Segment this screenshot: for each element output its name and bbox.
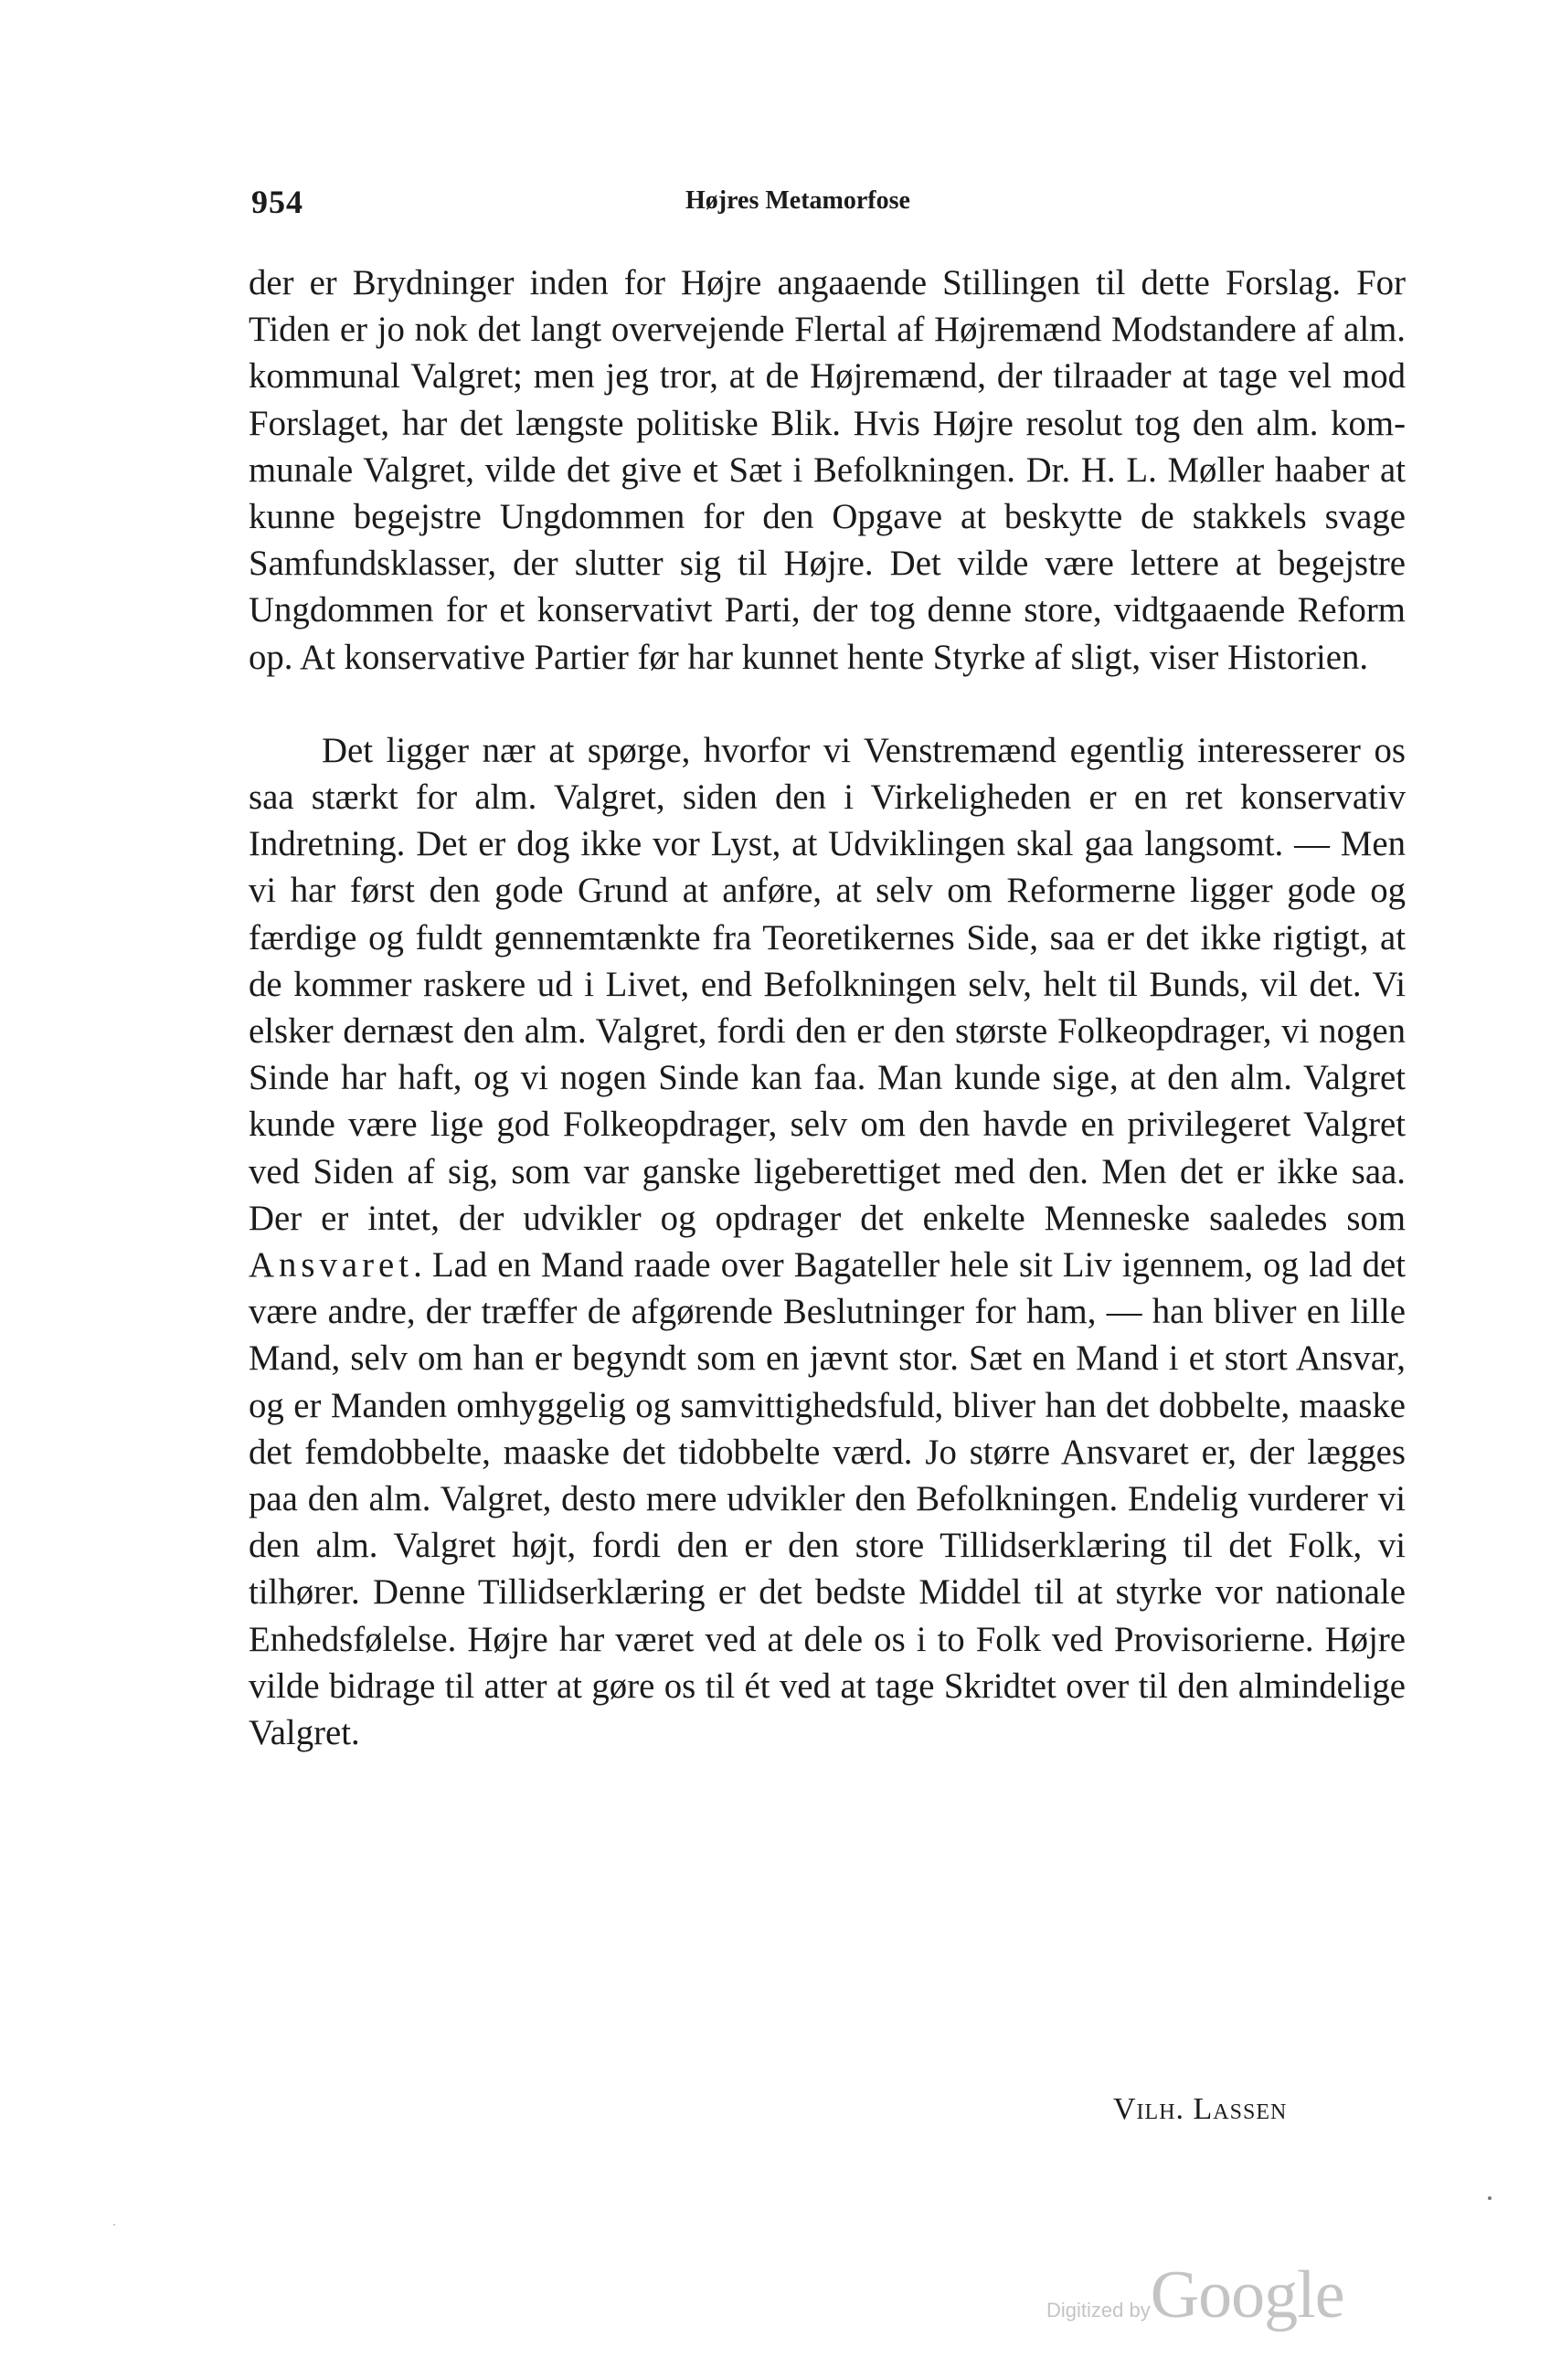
scan-speck bbox=[113, 2224, 115, 2226]
scan-speck bbox=[1488, 2196, 1492, 2200]
emphasized-word: Ansvaret bbox=[249, 1245, 414, 1285]
google-logo: Google bbox=[1150, 2258, 1344, 2332]
paragraph-2-part-1: Det ligger nær at spørge, hvorfor vi Venstremænd egentlig interesserer os saa stærkt for alm. Valgret, siden den i Virkeligheden er en ret konservativ Indretning. Det er dog ikke vor Lyst, at Udviklingen skal gaa langsomt. — Men vi har først den gode Grund at anføre, at selv om Reformerne ligger gode og færdige og fuldt gennemtænkte fra Teoretikernes Side, saa er det ikke rigtigt, at de kommer raskere ud i Livet, end Befolkningen selv, helt til Bunds, vil det. Vi elsker dernæst den alm. Valgret, fordi den er den største Folkeopdrager, vi nogen Sinde har haft, og vi nogen Sinde kan faa. Man kunde sige, at den alm. Valgret kunde være lige god Folkeopdrager, selv om den havde en privilegeret Valgret ved Siden af sig, som var ganske ligeberettiget med den. Men det er ikke saa. Der er intet, der udvikler og opdrager det enkelte Menneske saaledes som bbox=[249, 730, 1406, 1238]
digitized-watermark bbox=[1046, 2257, 1344, 2334]
paragraph-1: der er Brydninger inden for Højre angaaende Stillingen til dette Forslag. For Tiden er jo nok det langt overvejende Flertal af Højremænd Modstandere af alm. kommunal Valgret; men jeg tror, at de Højremænd, der tilraader at tage vel mod Forslaget, har det længste politiske Blik. Hvis Højre resolut tog den alm. kommunale Valgret, vilde det give et Sæt i Befolkningen. Dr. H. L. Møller haaber at kunne begejstre Ungdommen for den Opgave at beskytte de stakkels svage Samfundsklasser, der slutter sig til Højre. Det vilde være lettere at begejstre Ungdommen for et konservativt Parti, der tog denne store, vidtgaaende Reform op. At konservative Partier før har kunnet hente Styrke af sligt, viser Historien. bbox=[249, 263, 1406, 677]
page-number: 954 bbox=[251, 184, 303, 220]
running-title: Højres Metamorfose bbox=[685, 186, 910, 215]
paragraph-2-part-2: . Lad en Mand raade over Bagateller hele sit Liv igennem, og lad det være andre, der træffer de afgørende Beslutninger for ham, — han bliver en lille Mand, selv om han er begyndt som en jævnt stor. Sæt en Mand i et stort Ansvar, og er Manden omhyggelig og samvittighedsfuld, bliver han det dobbelte, maaske det femdobbelte, maaske det tidobbelte værd. Jo større Ansvaret er, der lægges paa den alm. Valgret, desto mere udvikler den Befolkningen. Endelig vurderer vi den alm. Valgret højt, fordi den er den store Tillidserklæring til det Folk, vi tilhører. Denne Tillidserklæring er det bedste Middel til at styrke vor nationale Enhedsfølelse. Højre har været ved at dele os i to Folk ved Provisorierne. Højre vilde bidrage til atter at gøre os til ét ved at tage Skridtet over til den almindelige Valgret. bbox=[249, 1245, 1406, 1753]
page-header bbox=[251, 183, 1412, 228]
paragraph-2 bbox=[249, 727, 1406, 1756]
author-signature: Vilh. Lassen bbox=[1113, 2092, 1288, 2126]
watermark-prefix: Digitized by bbox=[1046, 2299, 1151, 2322]
article-body bbox=[249, 259, 1406, 1756]
